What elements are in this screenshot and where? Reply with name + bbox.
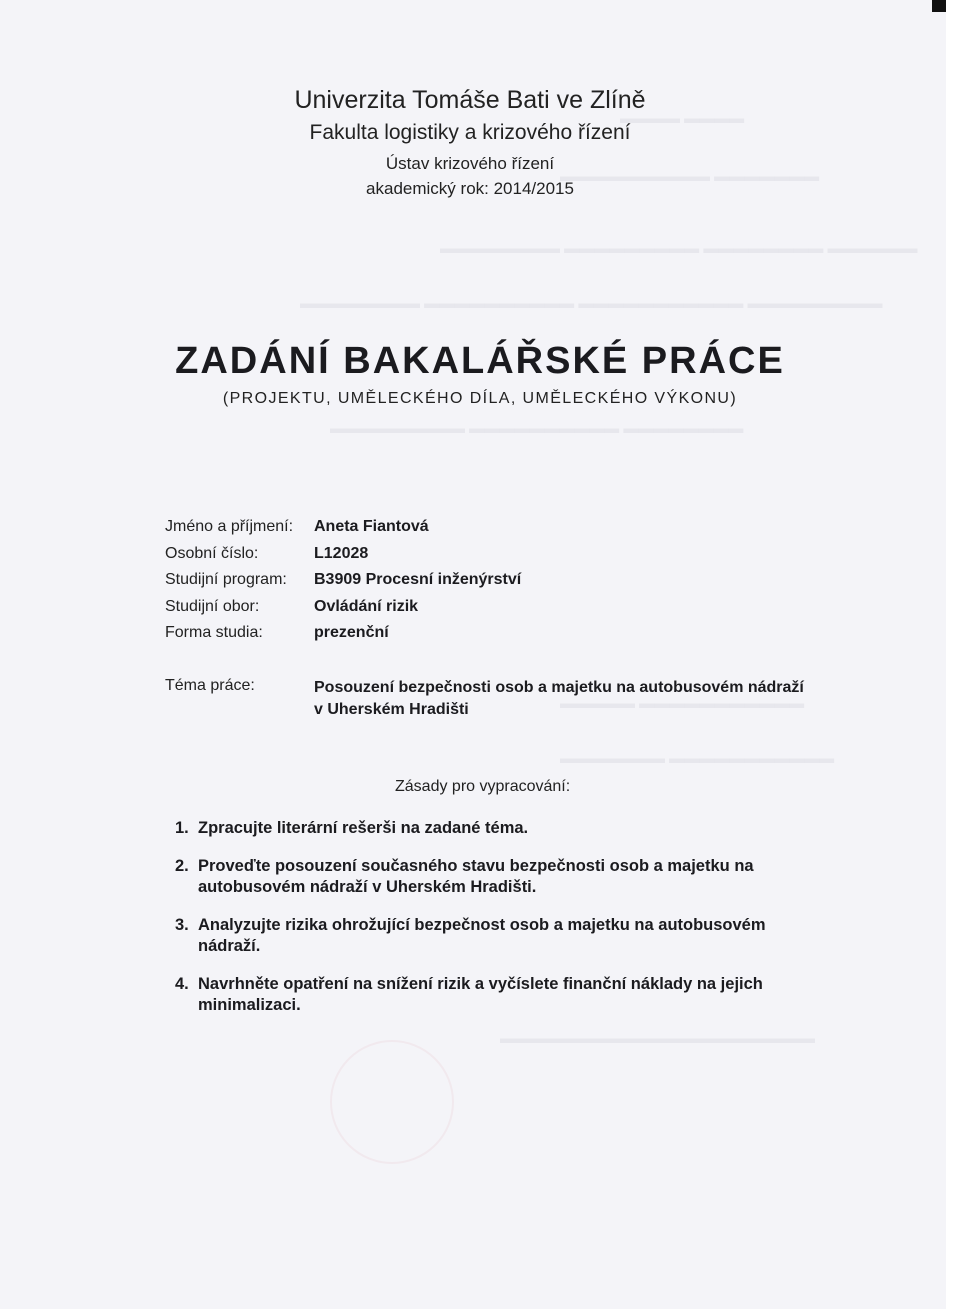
- faint-stamp: [330, 1040, 454, 1164]
- document-title: ZADÁNÍ BAKALÁŘSKÉ PRÁCE: [175, 340, 785, 382]
- info-row-study-form: [165, 624, 521, 651]
- show-through-text: ▬▬▬▬▬▬ ▬▬▬▬▬▬▬▬ ▬▬▬▬▬▬▬▬▬ ▬▬▬▬▬▬▬▬: [440, 240, 918, 257]
- scan-corner-mark: [932, 0, 946, 12]
- item-text: Analyzujte rizika ohrožující bezpečnost osob a majetku na autobusovém nádraží.: [198, 916, 766, 955]
- info-label: Osobní číslo:: [165, 544, 259, 562]
- university-name: Univerzita Tomáše Bati ve Zlíně: [294, 86, 646, 114]
- info-label: Studijní obor:: [165, 597, 260, 615]
- info-label: Jméno a příjmení:: [165, 518, 294, 535]
- list-item: [175, 818, 825, 839]
- show-through-text: ▬▬▬▬ ▬▬▬▬: [620, 110, 745, 127]
- show-through-text: ▬▬▬▬▬▬▬▬ ▬▬▬▬▬▬▬▬▬▬ ▬▬▬▬▬▬▬▬▬: [330, 420, 744, 437]
- institute-name: Ústav krizového řízení: [385, 154, 555, 173]
- document-subtitle: (PROJEKTU, UMĚLECKÉHO DÍLA, UMĚLECKÉHO VÝKONU): [222, 390, 738, 407]
- item-text: Zpracujte literární rešerši na zadané téma.: [198, 819, 529, 837]
- topic-label: Téma práce:: [165, 677, 255, 694]
- info-row-personal-number: [165, 545, 521, 572]
- principles-list: [175, 818, 825, 1033]
- info-value: B3909 Procesní inženýrství: [314, 571, 522, 588]
- item-text: Navrhněte opatření na snížení rizik a vyčíslete finanční náklady na jejich minimalizaci.: [198, 975, 763, 1014]
- show-through-text: ▬▬▬▬▬▬▬▬▬▬▬ ▬▬▬▬▬: [560, 695, 805, 712]
- list-item: [175, 915, 825, 957]
- academic-year: akademický rok: 2014/2015: [366, 179, 574, 198]
- info-value: Aneta Fiantová: [314, 518, 429, 535]
- list-item: [175, 974, 825, 1016]
- thesis-topic: [165, 677, 814, 721]
- info-value: Ovládání rizik: [314, 597, 419, 615]
- item-number: 2.: [175, 857, 189, 875]
- show-through-text: ▬▬▬▬▬▬▬ ▬▬▬▬▬▬▬▬▬▬: [560, 168, 820, 185]
- show-through-text: ▬▬▬▬▬▬▬▬▬ ▬▬▬▬▬▬▬▬▬▬▬ ▬▬▬▬▬▬▬▬▬▬ ▬▬▬▬▬▬▬▬: [300, 295, 883, 312]
- principles-heading: Zásady pro vypracování:: [395, 778, 571, 795]
- item-text: Proveďte posouzení současného stavu bezpečnosti osob a majetku na autobusovém nádraží v Uherském Hradišti.: [198, 857, 754, 896]
- item-number: 3.: [175, 916, 189, 934]
- info-row-name: [165, 518, 521, 545]
- info-row-study-program: [165, 571, 521, 598]
- info-value: L12028: [314, 544, 369, 562]
- student-info: [165, 518, 521, 651]
- info-value: prezenční: [314, 624, 389, 641]
- info-row-field: [165, 598, 521, 625]
- show-through-text: ▬▬▬▬▬▬▬▬▬▬▬▬▬▬▬▬▬▬▬▬▬: [500, 1030, 815, 1047]
- topic-value: Posouzení bezpečnosti osob a majetku na autobusovém nádraží v Uherském Hradišti: [314, 679, 804, 718]
- faculty-name: Fakulta logistiky a krizového řízení: [309, 121, 631, 144]
- document-header: [0, 86, 946, 199]
- info-label: Studijní program:: [165, 571, 287, 588]
- item-number: 1.: [175, 819, 189, 837]
- show-through-text: ▬▬▬▬▬▬▬▬▬▬▬ ▬▬▬▬▬▬▬: [560, 750, 835, 767]
- item-number: 4.: [175, 975, 189, 993]
- info-label: Forma studia:: [165, 624, 263, 641]
- list-item: [175, 856, 825, 898]
